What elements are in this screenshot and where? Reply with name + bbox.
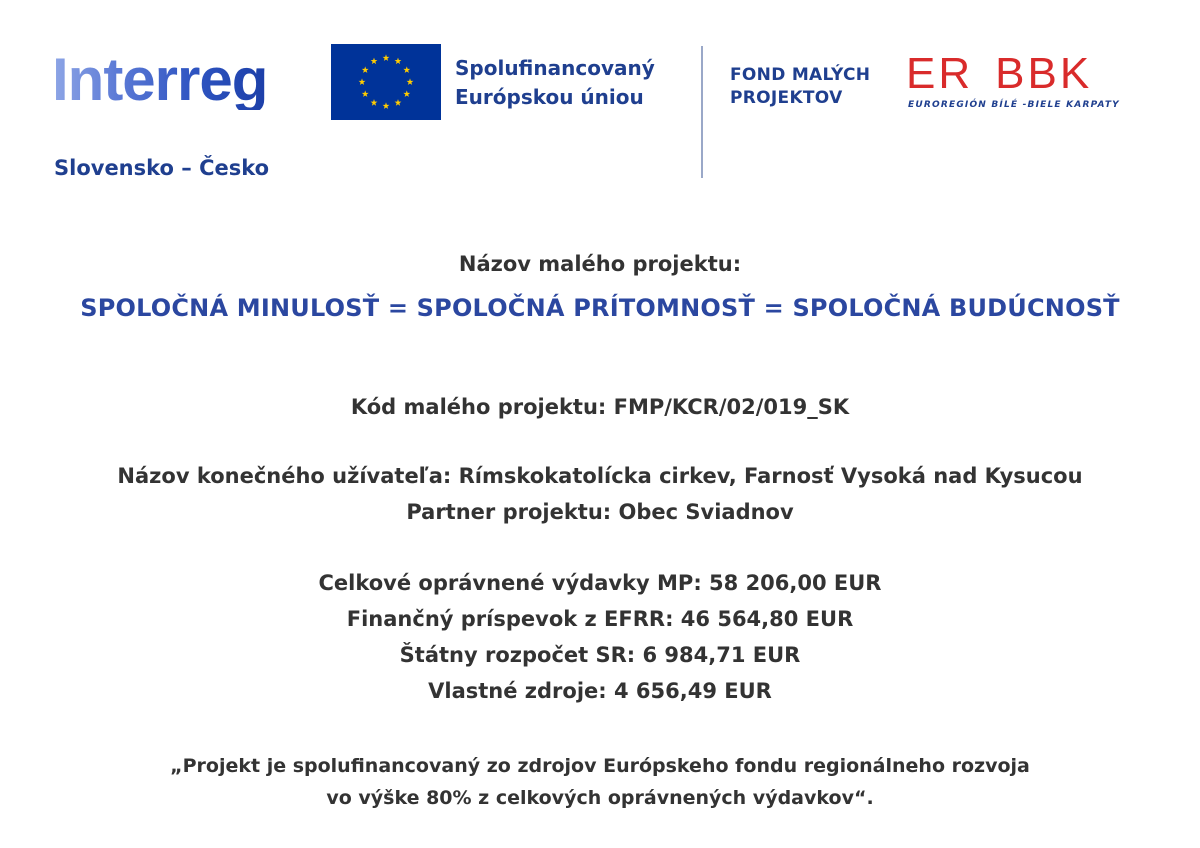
project-partner: Partner projektu: Obec Sviadnov [406,500,794,524]
fond-malych-projektov-label [730,64,870,110]
funding-note-line-1: „Projekt je spolufinancovaný zo zdrojov Európskeho fondu regionálneho rozvoja [170,755,1030,777]
state-budget: Štátny rozpočet SR: 6 984,71 EUR [399,643,801,667]
funding-note-line-2: vo výške 80% z celkových oprávnených výdavkov“. [326,787,874,809]
own-resources: Vlastné zdroje: 4 656,49 EUR [428,679,772,703]
eu-line-2: Európskou úniou [455,85,644,109]
project-code: Kód malého projektu: FMP/KCR/02/019_SK [350,395,850,419]
logo-divider [701,46,703,178]
beneficiary-name: Názov konečného užívateľa: Rímskokatolícka cirkev, Farnosť Vysoká nad Kysucou [117,464,1083,488]
interreg-logo: Interreg [52,46,268,113]
erbbk-bbk: BBK [995,49,1093,98]
fond-line-2: PROJEKTOV [730,88,843,108]
erbbk-er: ER [906,49,974,98]
erbbk-logo [906,49,1093,98]
eu-flag-icon [331,44,441,120]
eligible-costs: Celkové oprávnené výdavky MP: 58 206,00 EUR [318,571,882,595]
fond-line-1: FOND MALÝCH [730,65,871,85]
eu-line-1: Spolufinancovaný [455,56,655,80]
erbbk-subtitle: EUROREGIÓN BÍLÉ -BIELE KARPATY [908,100,1120,110]
project-title: SPOLOČNÁ MINULOSŤ = SPOLOČNÁ PRÍTOMNOSŤ = SPOLOČNÁ BUDÚCNOSŤ [80,294,1120,322]
efrr-contribution: Finančný príspevok z EFRR: 46 564,80 EUR [346,607,854,631]
interreg-subtitle: Slovensko – Česko [54,156,270,180]
project-name-label: Názov malého projektu: [458,252,742,276]
eu-cofinanced-label [455,54,655,112]
